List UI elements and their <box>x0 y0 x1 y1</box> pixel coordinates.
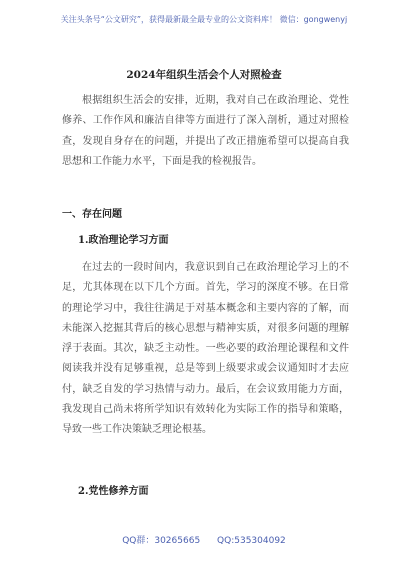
footer-contact <box>0 533 408 546</box>
section-heading-problems: 一、存在问题 <box>62 209 122 220</box>
footer-qq-group: QQ群：30265665 <box>122 536 201 546</box>
subsection-heading-party-spirit: 2.党性修养方面 <box>78 486 149 497</box>
header-banner: 关注头条号“公文研究”，获得最新最全最专业的公文资料库！ 微信：gongwenyj <box>60 15 348 24</box>
intro-paragraph: 根据组织生活会的安排，近期，我对自己在政治理论、党性修养、工作作风和廉洁自律等方面进行了深入剖析，通过对照检查，发现自身存在的问题，并提出了改正措施希望可以提高自我思想和工作能力水平，下面是我的检视报告。 <box>62 95 349 167</box>
subsection-heading-political-theory: 1.政治理论学习方面 <box>78 235 169 246</box>
footer-qq: QQ:535304092 <box>217 536 286 546</box>
political-theory-paragraph: 在过去的一段时间内，我意识到自己在政治理论学习上的不足，尤其体现在以下几个方面。首先，学习的深度不够。在日常的理论学习中，我往往满足于对基本概念和主要内容的了解，而未能深入挖掘其背后的核心思想与精神实质，对很多问题的理解浮于表面。其次，缺乏主动性。一些必要的政治理论课程和文件阅读我并没有足够重视，总是等到上级要求或会议通知时才去应付，缺乏自发的学习热情与动力。最后，在会议致用能力方面，我发现自己尚未将所学知识有效转化为实际工作的指导和策略，导致一些工作决策缺乏理论根基。 <box>62 262 349 436</box>
document-title: 2024年组织生活会个人对照检查 <box>126 69 282 81</box>
